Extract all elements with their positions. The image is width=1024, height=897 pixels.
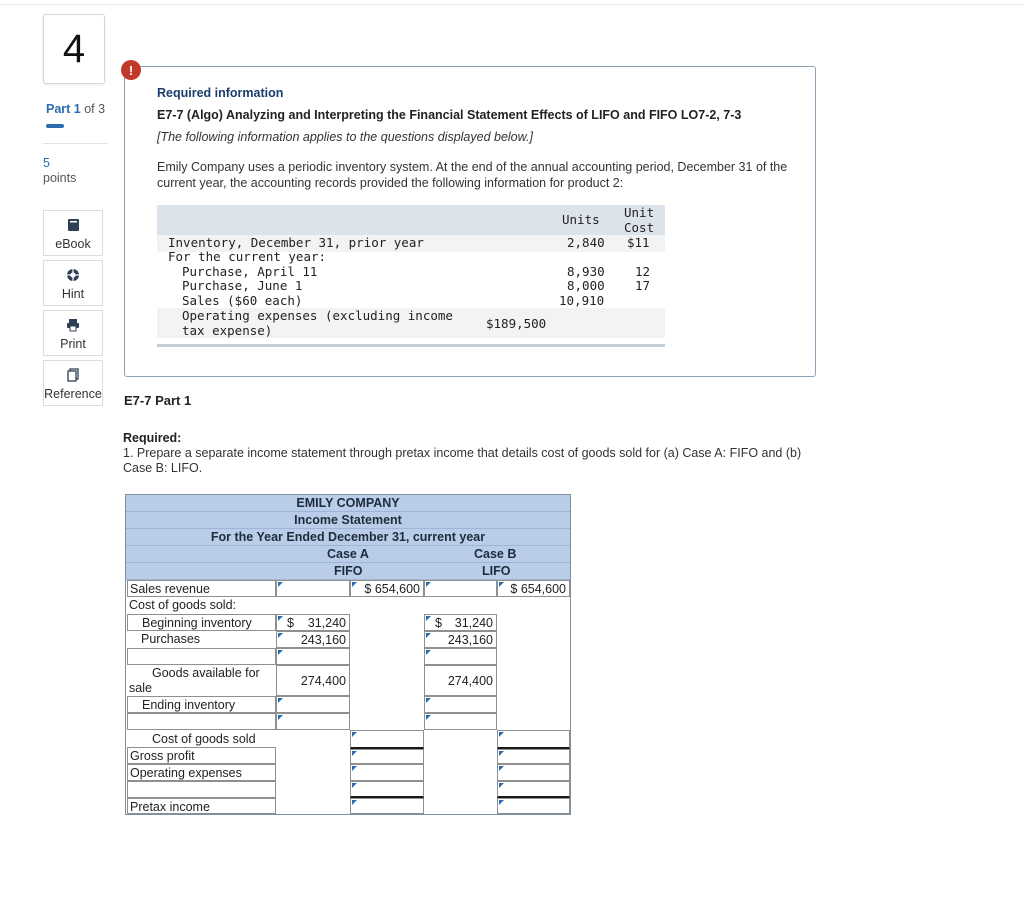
company-name: EMILY COMPANY	[126, 495, 570, 512]
row-cost: 12	[635, 264, 651, 279]
part-progress-bar	[46, 124, 64, 128]
printer-icon	[66, 318, 80, 332]
lifo-beginning-inventory-input[interactable]: $ 31,240	[424, 614, 497, 631]
hint-button[interactable]	[43, 260, 103, 306]
case-header-row	[126, 546, 570, 563]
lifo-purchases-value: 243,160	[447, 633, 493, 647]
lifo-pretax-income-input[interactable]	[497, 798, 570, 814]
cost-of-goods-sold-label: Cost of goods sold	[152, 732, 256, 746]
cogs-section-label: Cost of goods sold:	[129, 598, 237, 612]
goods-available-label-line1: Goods available for	[152, 666, 260, 680]
lifo-gross-profit-input[interactable]	[497, 749, 570, 764]
required-information-heading: Required information	[157, 86, 284, 100]
beginning-inventory-label: Beginning inventory	[142, 616, 252, 630]
gross-profit-label-box[interactable]	[127, 747, 276, 764]
fifo-label: FIFO	[334, 564, 363, 578]
method-header-row	[126, 563, 570, 580]
fifo-gross-profit-input[interactable]	[350, 749, 424, 764]
fifo-beginning-inventory-input[interactable]: $ 31,240	[276, 614, 350, 631]
lifo-beginning-inventory-value: 31,240	[454, 616, 493, 630]
fifo-blank-input[interactable]	[276, 713, 350, 730]
points-value: 5	[43, 156, 50, 170]
part-title: E7-7 Part 1	[124, 393, 192, 408]
lifo-blank-input[interactable]	[424, 713, 497, 730]
sales-revenue-label-box[interactable]	[127, 580, 276, 597]
fifo-blank-input[interactable]	[276, 648, 350, 665]
points-label: points	[43, 171, 77, 185]
fifo-operating-expenses-input[interactable]	[350, 764, 424, 781]
fifo-sales-revenue-input[interactable]	[350, 580, 424, 597]
lifo-operating-expenses-input[interactable]	[497, 764, 570, 781]
book-icon	[66, 218, 80, 232]
fifo-cost-of-goods-sold-input[interactable]	[350, 730, 424, 749]
row-cost: 17	[635, 278, 651, 293]
row-label: Purchase, June 1	[182, 278, 303, 293]
income-statement-table	[125, 494, 571, 815]
lifo-sales-revenue-input[interactable]	[497, 580, 570, 597]
part-indicator	[46, 102, 105, 116]
col-unit-cost-line1: Unit	[624, 205, 655, 220]
row-units: 8,000	[567, 278, 605, 293]
reference-button[interactable]	[43, 360, 103, 406]
lifo-sales-revenue-value: $ 654,600	[510, 582, 566, 596]
row-cost: $11	[627, 235, 650, 250]
lifo-blank-input[interactable]	[424, 648, 497, 665]
col-unit-cost-line2: Cost	[624, 220, 655, 235]
rail-divider	[43, 143, 108, 144]
row-units: 8,930	[567, 264, 605, 279]
fifo-purchases-value: 243,160	[300, 633, 346, 647]
fifo-sales-revenue-value: $ 654,600	[364, 582, 420, 596]
lifo-blank-input[interactable]	[497, 781, 570, 798]
row-label: tax expense)	[182, 323, 273, 338]
statement-name: Income Statement	[126, 512, 570, 529]
print-button[interactable]	[43, 310, 103, 356]
row-units: 2,840	[567, 235, 605, 250]
exercise-title: E7-7 (Algo) Analyzing and Interpreting the Financial Statement Effects of LIFO and FIFO LO7-2, 7-3	[157, 108, 742, 122]
problem-description: Emily Company uses a periodic inventory system. At the end of the annual accounting period, December 31 of the current year, the accounting records provided the following information for product 2:	[157, 160, 788, 190]
blank-label-input[interactable]	[127, 648, 276, 665]
fifo-pretax-income-input[interactable]	[350, 798, 424, 814]
document-icon	[66, 368, 80, 382]
required-label: Required:	[123, 431, 182, 445]
applies-note: [The following information applies to the questions displayed below.]	[157, 130, 533, 144]
case-b-label: Case B	[474, 547, 517, 561]
hint-label: Hint	[61, 287, 85, 301]
row-label: Purchase, April 11	[182, 264, 318, 279]
part-current: Part 1	[46, 102, 81, 116]
lifo-purchases-input[interactable]	[424, 631, 497, 648]
row-label: Inventory, December 31, prior year	[168, 235, 424, 250]
fifo-goods-available-cell	[276, 665, 350, 696]
reference-label: Reference	[44, 387, 102, 401]
row-units: 10,910	[559, 293, 605, 308]
fifo-beginning-inventory-value: 31,240	[307, 616, 346, 630]
data-table-bottom-rule	[157, 344, 665, 347]
alert-icon: !	[121, 60, 141, 80]
row-label: For the current year:	[168, 249, 327, 264]
fifo-blank-input[interactable]	[350, 781, 424, 798]
case-a-label: Case A	[327, 547, 369, 561]
operating-expenses-label-box[interactable]	[127, 764, 276, 781]
ending-inventory-label-box[interactable]	[127, 696, 276, 713]
blank-label-input[interactable]	[127, 713, 276, 730]
fifo-sales-blank-input[interactable]	[276, 580, 350, 597]
ending-inventory-label: Ending inventory	[142, 698, 236, 712]
inventory-data-table	[157, 205, 665, 351]
operating-expenses-amount: $189,500	[486, 316, 547, 331]
lifo-ending-inventory-input[interactable]	[424, 696, 497, 713]
col-units: Units	[562, 212, 600, 227]
ebook-label: eBook	[55, 237, 91, 251]
pretax-income-label: Pretax income	[130, 800, 210, 814]
lifo-label: LIFO	[482, 564, 511, 578]
row-label: Sales ($60 each)	[182, 293, 303, 308]
lifo-cost-of-goods-sold-input[interactable]	[497, 730, 570, 749]
row-label: Operating expenses (excluding income	[182, 308, 453, 323]
operating-expenses-label: Operating expenses	[130, 766, 242, 780]
purchases-label: Purchases	[141, 632, 201, 646]
fifo-goods-available-value: 274,400	[300, 674, 346, 688]
sales-revenue-label: Sales revenue	[130, 582, 210, 596]
gross-profit-label: Gross profit	[130, 749, 195, 763]
fifo-ending-inventory-input[interactable]	[276, 696, 350, 713]
question-number: 4	[43, 14, 105, 84]
beginning-inventory-label-box[interactable]	[127, 614, 276, 631]
requirement-text: 1. Prepare a separate income statement through pretax income that details cost of goods sold for (a) Case A: FIFO and (b) Case B: LIFO.	[123, 446, 802, 475]
fifo-purchases-input[interactable]	[276, 631, 350, 648]
pretax-income-label-box[interactable]	[127, 798, 276, 814]
ebook-button[interactable]	[43, 210, 103, 256]
lifo-sales-blank-input[interactable]	[424, 580, 497, 597]
blank-label-input[interactable]	[127, 781, 276, 798]
lifo-goods-available-value: 274,400	[447, 674, 493, 688]
lifo-goods-available-cell	[424, 665, 497, 696]
lifebuoy-icon	[66, 268, 80, 282]
part-of: of 3	[84, 102, 106, 116]
statement-period: For the Year Ended December 31, current year	[126, 529, 570, 546]
top-divider	[0, 4, 1024, 5]
goods-available-label-line2: sale	[129, 681, 152, 695]
print-label: Print	[60, 337, 86, 351]
